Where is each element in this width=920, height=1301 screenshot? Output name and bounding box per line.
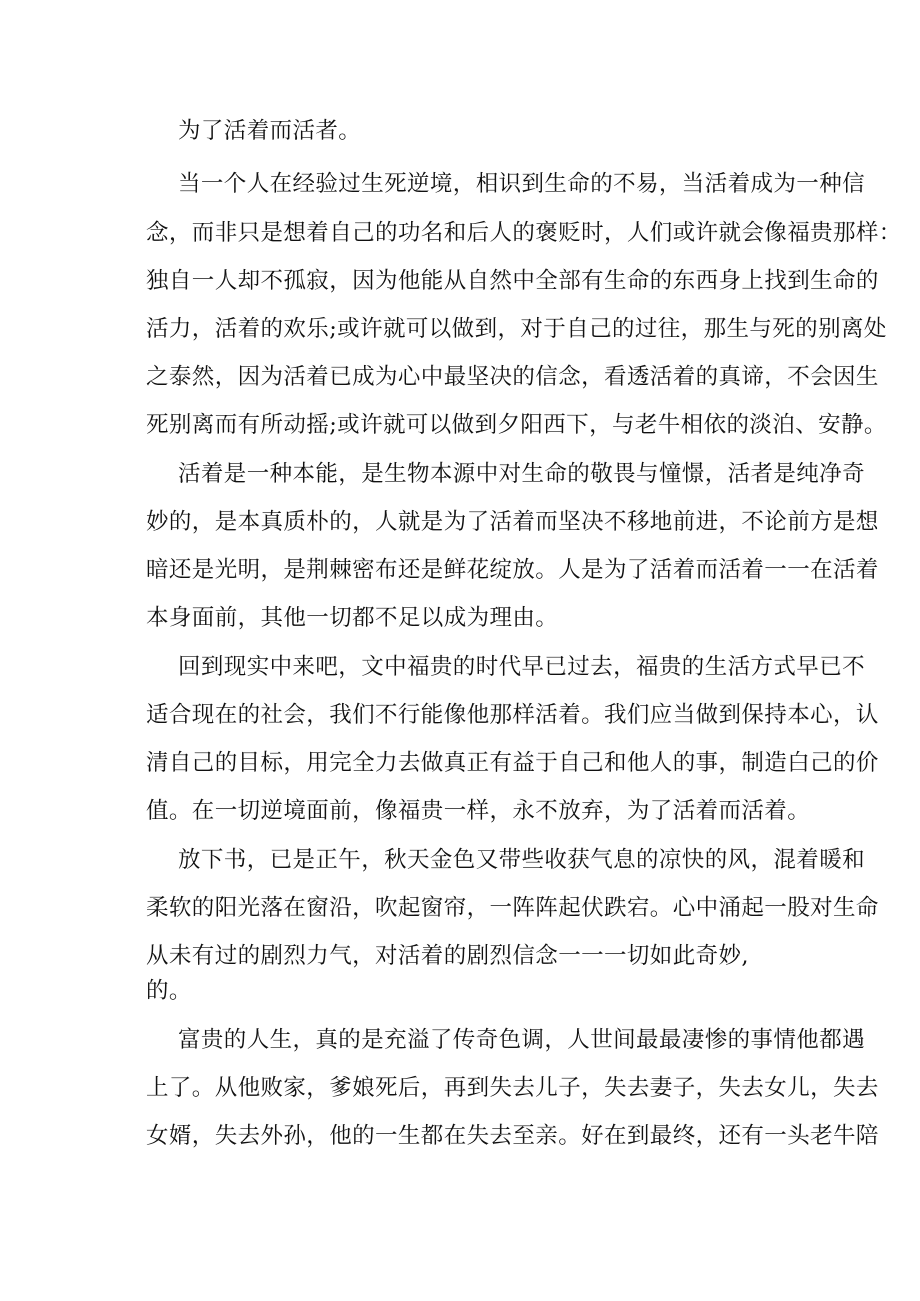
paragraph-line: 当一个人在经验过生死逆境，相识到生命的不易，当活着成为一种信	[178, 171, 866, 197]
paragraph-line: 妙的，是本真质朴的，人就是为了活着而坚决不移地前进，不论前方是想	[146, 509, 879, 535]
paragraph-line: 本身面前，其他一切都不足以成为理由。	[146, 605, 559, 631]
paragraph-line: 的。	[146, 978, 192, 1004]
paragraph-line: 念，而非只是想着自己的功名和后人的褒贬时，人们或许就会像福贵那样：	[146, 220, 902, 246]
paragraph-line: 活着是一种本能，是生物本源中对生命的敬畏与憧憬，活者是纯净奇	[178, 461, 866, 487]
paragraph-line: 为了活着而活者。	[178, 118, 362, 144]
paragraph-line: 清自己的目标，用完全力去做真正有益于自己和他人的事，制造白己的价	[146, 750, 879, 776]
paragraph-line: 活力，活着的欢乐;或许就可以做到，对于自己的过往，那生与死的别离处	[146, 316, 887, 342]
paragraph-line: 独自一人却不孤寂，因为他能从自然中全部有生命的东西身上找到生命的	[146, 268, 879, 294]
paragraph-line: 柔软的阳光落在窗沿，吹起窗帘，一阵阵起伏跌宕。心中涌起一股对生命	[146, 895, 879, 921]
paragraph-line: 适合现在的社会，我们不行能像他那样活着。我们应当做到保持本心，认	[146, 702, 879, 728]
paragraph-line: 从未有过的剧烈力气，对活着的剧烈信念一一一切如此奇妙,	[146, 943, 749, 969]
paragraph-line: 富贵的人生，真的是充溢了传奇色调，人世间最最凄惨的事情他都遇	[178, 1027, 866, 1053]
paragraph-line: 放下书，已是正午，秋天金色又带些收获气息的凉快的风，混着暖和	[178, 847, 866, 873]
paragraph-line: 女婿，失去外孙，他的一生都在失去至亲。好在到最终，还有一头老牛陪	[146, 1123, 879, 1149]
paragraph-line: 之泰然，因为活着已成为心中最坚决的信念，看透活着的真谛，不会因生	[146, 364, 879, 390]
paragraph-line: 回到现实中来吧，文中福贵的时代早已过去，福贵的生活方式早已不	[178, 654, 866, 680]
paragraph-line: 暗还是光明，是荆棘密布还是鲜花绽放。人是为了活着而活着一一在活着	[146, 557, 879, 583]
paragraph-line: 值。在一切逆境面前，像福贵一样，永不放弃，为了活着而活着。	[146, 798, 811, 824]
paragraph-line: 死别离而有所动摇;或许就可以做到夕阳西下，与老牛相依的淡泊、安静。	[146, 412, 887, 438]
paragraph-line: 上了。从他败家，爹娘死后，再到失去儿子，失去妻子，失去女儿，失去	[146, 1075, 879, 1101]
